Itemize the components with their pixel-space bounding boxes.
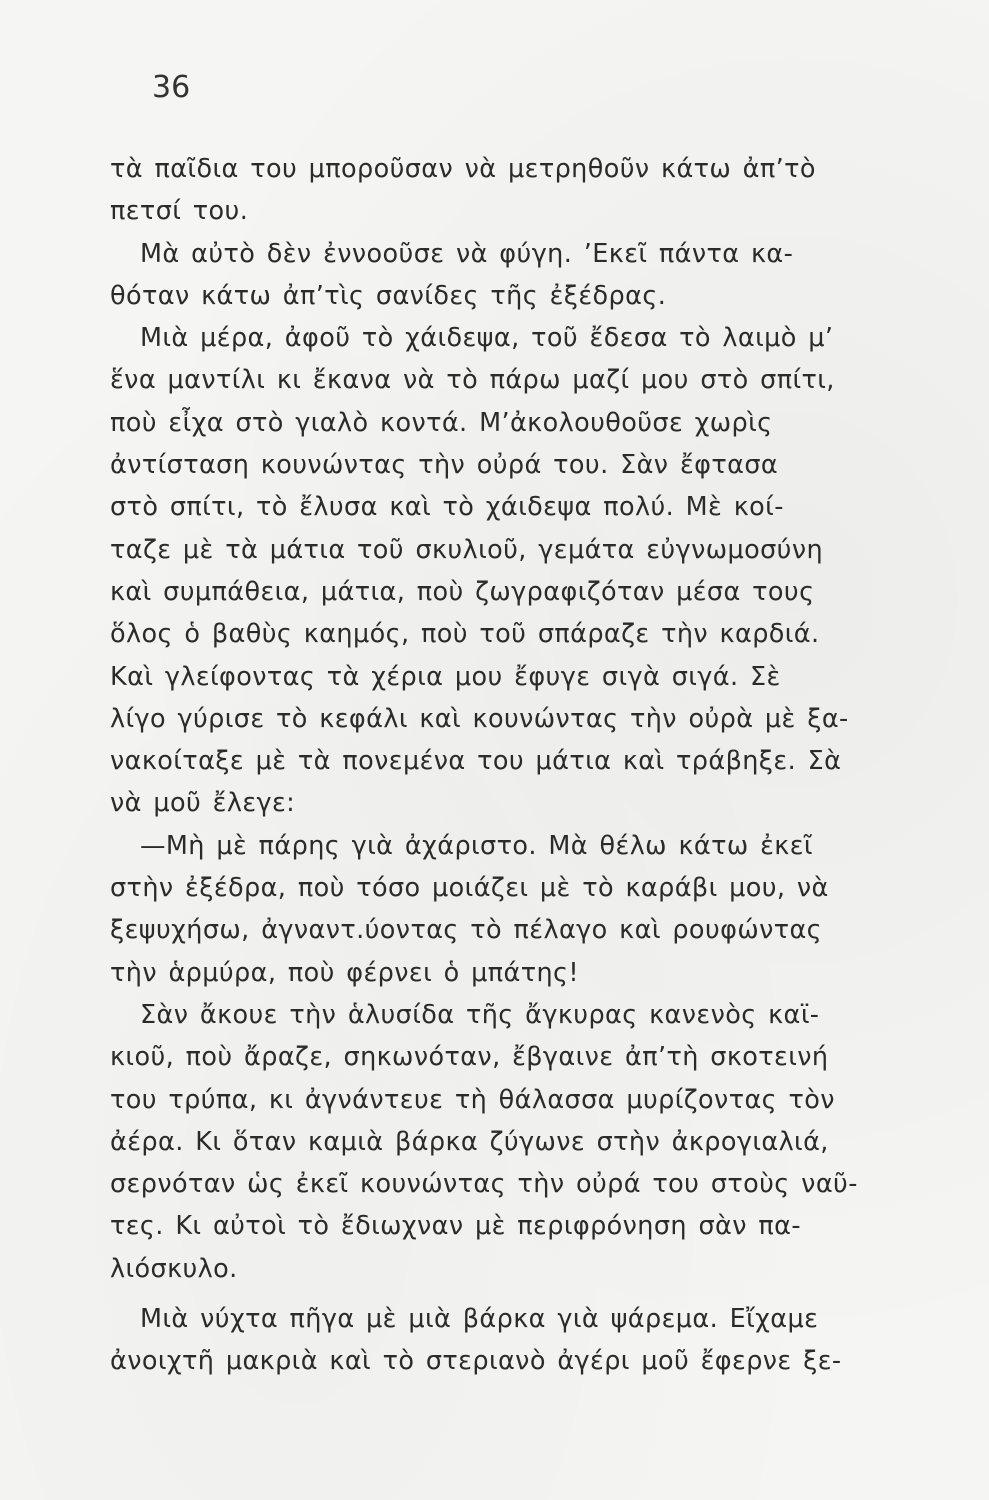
text-line: ἕνα μαντίλι κι ἔκανα νὰ τὸ πάρω μαζί μου στὸ σπίτι, bbox=[110, 365, 835, 396]
text-line: σερνόταν ὡς ἐκεῖ κουνώντας τὴν οὐρά του στοὺς ναῦ- bbox=[110, 1169, 858, 1200]
body-text bbox=[110, 148, 930, 1383]
page-number: 36 bbox=[152, 70, 191, 105]
text-line: ἀνοιχτῆ μακριὰ καὶ τὸ στεριανὸ ἀγέρι μοῦ ἔφερνε ξε- bbox=[110, 1346, 842, 1377]
text-line: ξεψυχήσω, ἀγναντ.ύοντας τὸ πέλαγο καὶ ρουφώντας bbox=[110, 915, 823, 946]
text-line: Μὰ αὐτὸ δὲν ἐννοοῦσε νὰ φύγη. ’Εκεῖ πάντα κα- bbox=[140, 238, 794, 269]
text-line: ἀντίσταση κουνώντας τὴν οὐρά του. Σὰν ἔφτασα bbox=[110, 450, 779, 481]
text-line: Σὰν ἄκουε τὴν ἁλυσίδα τῆς ἄγκυρας κανενὸς καϊ- bbox=[140, 999, 820, 1030]
text-line: τὴν ἁρμύρα, ποὺ φέρνει ὁ μπάτης! bbox=[110, 957, 580, 988]
text-line: ἀέρα. Κι ὅταν καμιὰ βάρκα ζύγωνε στὴν ἀκρογιαλιά, bbox=[110, 1126, 829, 1157]
text-line: Καὶ γλείφοντας τὰ χέρια μου ἔφυγε σιγὰ σιγά. Σὲ bbox=[110, 661, 781, 692]
text-line: ταζε μὲ τὰ μάτια τοῦ σκυλιοῦ, γεμάτα εὐγνωμοσύνη bbox=[110, 534, 824, 565]
text-line: ὅλος ὁ βαθὺς καημός, ποὺ τοῦ σπάραζε τὴν καρδιά. bbox=[110, 619, 820, 650]
text-line: κιοῦ, ποὺ ἄραζε, σηκωνόταν, ἔβγαινε ἀπ’τὴ σκοτεινή bbox=[110, 1042, 829, 1073]
text-line: στὸ σπίτι, τὸ ἔλυσα καὶ τὸ χάιδεψα πολύ. Μὲ κοί- bbox=[110, 492, 784, 523]
text-line: νακοίταξε μὲ τὰ πονεμένα του μάτια καὶ τράβηξε. Σὰ bbox=[110, 746, 842, 777]
text-line: τὰ παῖδια του μποροῦσαν νὰ μετρηθοῦν κάτω ἀπ’τὸ bbox=[110, 154, 816, 184]
text-line: στὴν ἐξέδρα, ποὺ τόσο μοιάζει μὲ τὸ καράβι μου, νὰ bbox=[110, 873, 829, 904]
text-line: Μιὰ μέρα, ἀφοῦ τὸ χάιδεψα, τοῦ ἔδεσα τὸ λαιμὸ μ’ bbox=[140, 323, 834, 354]
text-line: λίγο γύρισε τὸ κεφάλι καὶ κουνώντας τὴν οὐρὰ μὲ ξα- bbox=[110, 703, 849, 734]
text-line: του τρύπα, κι ἀγνάντευε τὴ θάλασσα μυρίζοντας τὸν bbox=[110, 1084, 835, 1115]
text-line: λιόσκυλο. bbox=[110, 1253, 238, 1284]
text-line: θόταν κάτω ἀπ’τὶς σανίδες τῆς ἐξέδρας. bbox=[110, 280, 667, 311]
text-line: νὰ μοῦ ἔλεγε: bbox=[110, 788, 296, 819]
text-line: πετσί του. bbox=[110, 196, 249, 227]
text-line: Μιὰ νύχτα πῆγα μὲ μιὰ βάρκα γιὰ ψάρεμα. Εἴχαμε bbox=[140, 1304, 819, 1335]
text-line: τες. Κι αὐτοὶ τὸ ἔδιωχναν μὲ περιφρόνηση σὰν πα- bbox=[110, 1211, 801, 1242]
text-line: καὶ συμπάθεια, μάτια, ποὺ ζωγραφιζόταν μέσα τους bbox=[110, 576, 815, 607]
text-line: —Μὴ μὲ πάρης γιὰ ἀχάριστο. Μὰ θέλω κάτω ἐκεῖ bbox=[140, 830, 813, 861]
text-line: ποὺ εἶχα στὸ γιαλὸ κοντά. Μ’ἀκολουθοῦσε χωρὶς bbox=[110, 407, 773, 438]
